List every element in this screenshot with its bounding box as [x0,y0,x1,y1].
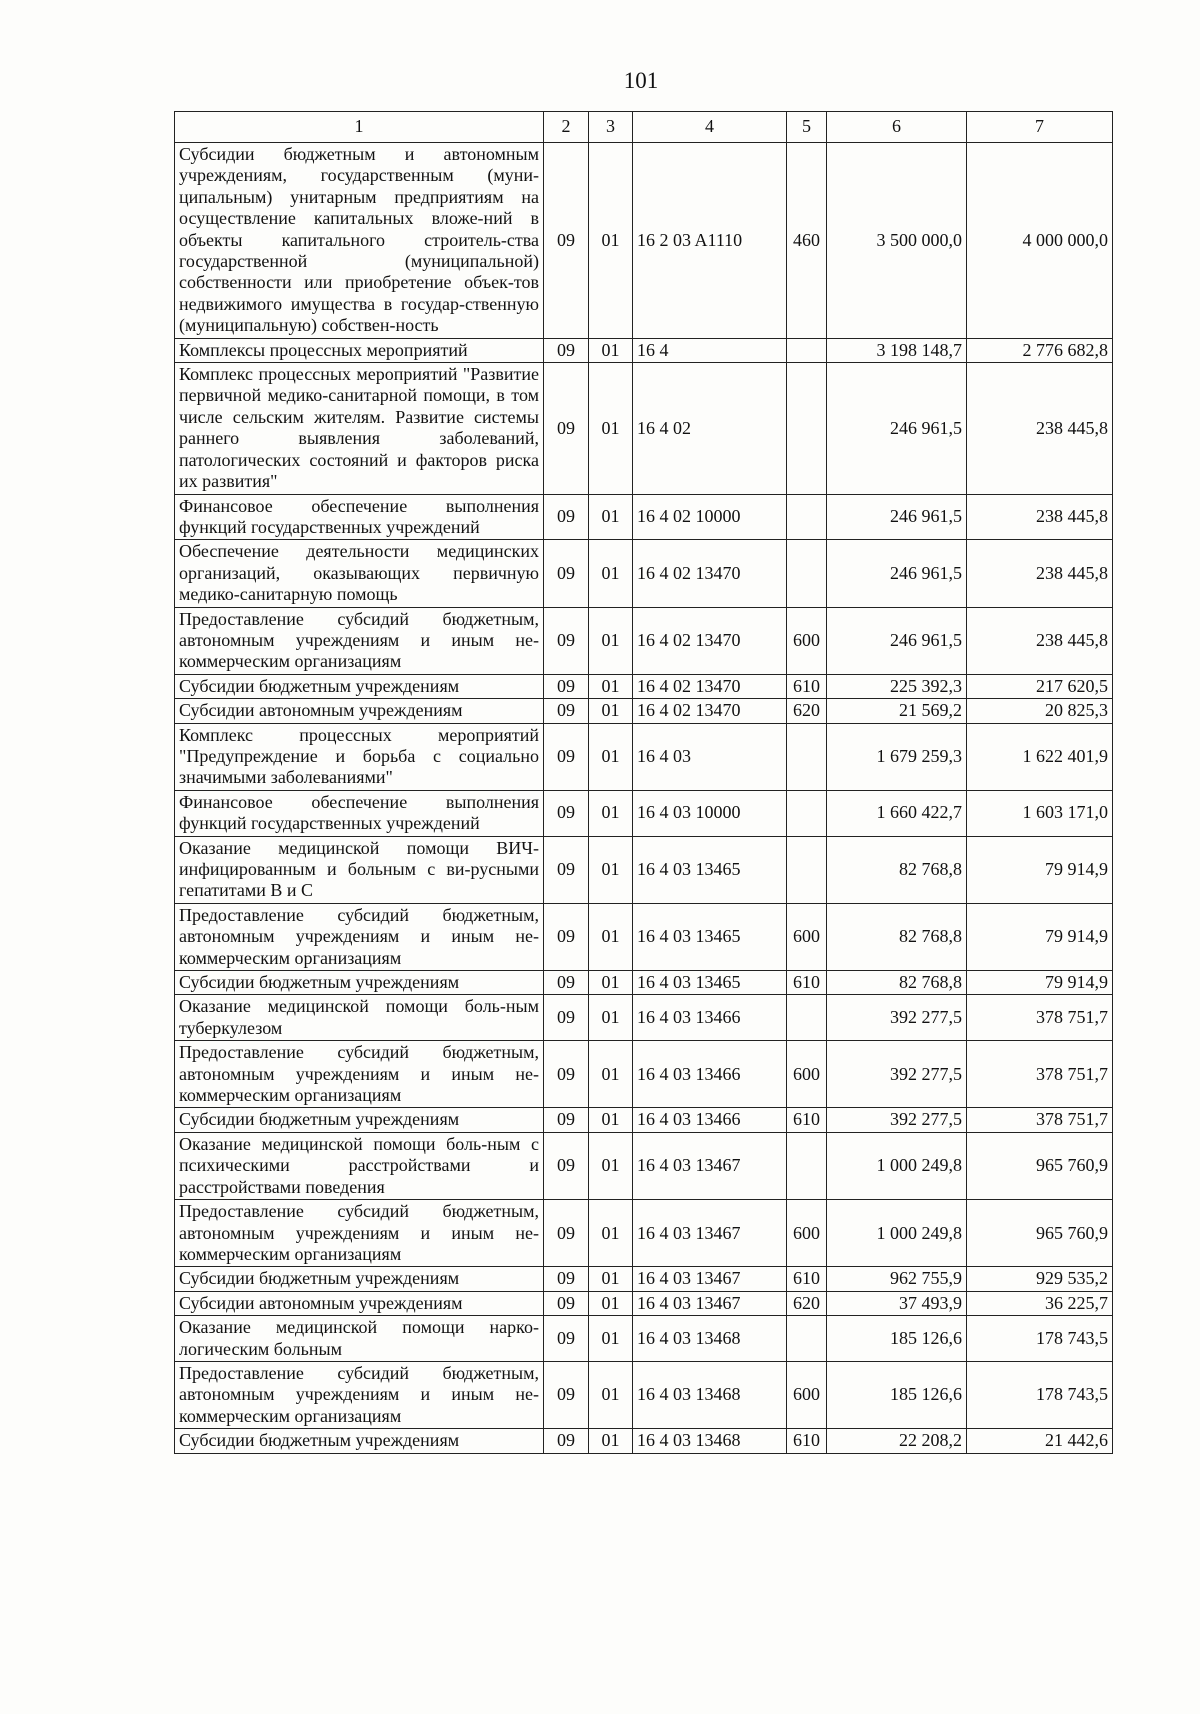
cell-amount-year1: 246 961,5 [827,607,967,674]
cell-section: 09 [544,1316,589,1362]
cell-subsection: 01 [589,903,633,970]
table-row [175,363,1113,494]
cell-section: 09 [544,494,589,540]
cell-amount-year2: 238 445,8 [967,494,1113,540]
cell-name: Комплекс процессных мероприятий "Развитие первичной медико-санитарной помощи, в том числе сельским жителям. Развитие системы раннего выявления заболеваний, патологических состояний и факторов риска их развития" [175,363,544,494]
cell-subsection: 01 [589,1316,633,1362]
cell-name: Оказание медицинской помощи ВИЧ-инфицированным и больным с ви-русными гепатитами В и С [175,836,544,903]
cell-expense-type [787,1316,827,1362]
cell-subsection: 01 [589,1429,633,1453]
cell-name: Субсидии бюджетным учреждениям [175,1267,544,1291]
table-row [175,338,1113,362]
cell-amount-year1: 82 768,8 [827,971,967,995]
cell-section: 09 [544,540,589,607]
table-row [175,1316,1113,1362]
cell-amount-year2: 2 776 682,8 [967,338,1113,362]
cell-amount-year1: 1 000 249,8 [827,1132,967,1199]
cell-name: Субсидии автономным учреждениям [175,1291,544,1315]
cell-amount-year2: 1 603 171,0 [967,790,1113,836]
header-row [175,112,1113,143]
cell-amount-year2: 20 825,3 [967,699,1113,723]
cell-name: Предоставление субсидий бюджетным, автономным учреждениям и иным не-коммерческим организациям [175,1361,544,1428]
cell-amount-year1: 37 493,9 [827,1291,967,1315]
table-row [175,1200,1113,1267]
cell-subsection: 01 [589,1267,633,1291]
cell-section: 09 [544,1267,589,1291]
column-header: 7 [967,112,1113,143]
cell-section: 09 [544,1429,589,1453]
cell-amount-year1: 21 569,2 [827,699,967,723]
cell-name: Субсидии бюджетным учреждениям [175,1108,544,1132]
cell-amount-year2: 79 914,9 [967,971,1113,995]
cell-amount-year1: 185 126,6 [827,1316,967,1362]
cell-expense-type: 600 [787,1041,827,1108]
cell-name: Оказание медицинской помощи боль-ным с психическими расстройствами и расстройствами поведения [175,1132,544,1199]
cell-amount-year2: 178 743,5 [967,1361,1113,1428]
cell-amount-year2: 4 000 000,0 [967,143,1113,339]
cell-target-code: 16 4 03 13468 [633,1361,787,1428]
table-row [175,1132,1113,1199]
cell-amount-year2: 79 914,9 [967,836,1113,903]
cell-name: Субсидии бюджетным учреждениям [175,674,544,698]
cell-target-code: 16 4 02 13470 [633,674,787,698]
cell-target-code: 16 4 03 13468 [633,1429,787,1453]
cell-subsection: 01 [589,1108,633,1132]
table-row [175,903,1113,970]
cell-name: Финансовое обеспечение выполнения функций государственных учреждений [175,790,544,836]
cell-name: Комплексы процессных мероприятий [175,338,544,362]
cell-target-code: 16 4 03 13465 [633,903,787,970]
cell-name: Предоставление субсидий бюджетным, автономным учреждениям и иным не-коммерческим организациям [175,1041,544,1108]
cell-amount-year1: 82 768,8 [827,836,967,903]
table-row [175,1041,1113,1108]
cell-subsection: 01 [589,607,633,674]
cell-amount-year2: 378 751,7 [967,995,1113,1041]
cell-expense-type: 600 [787,607,827,674]
cell-section: 09 [544,903,589,970]
table-row [175,836,1113,903]
table-row [175,699,1113,723]
table-row [175,494,1113,540]
cell-amount-year2: 238 445,8 [967,540,1113,607]
table-row [175,1429,1113,1453]
cell-expense-type: 610 [787,1267,827,1291]
table-row [175,674,1113,698]
cell-section: 09 [544,363,589,494]
cell-amount-year2: 79 914,9 [967,903,1113,970]
cell-amount-year2: 378 751,7 [967,1041,1113,1108]
cell-amount-year2: 238 445,8 [967,607,1113,674]
table-row [175,143,1113,339]
cell-target-code: 16 4 02 [633,363,787,494]
cell-target-code: 16 4 03 13467 [633,1291,787,1315]
cell-section: 09 [544,607,589,674]
cell-target-code: 16 4 03 13466 [633,1041,787,1108]
column-header: 4 [633,112,787,143]
cell-amount-year1: 962 755,9 [827,1267,967,1291]
cell-section: 09 [544,1200,589,1267]
cell-subsection: 01 [589,1200,633,1267]
cell-name: Предоставление субсидий бюджетным, автономным учреждениям и иным не-коммерческим организациям [175,1200,544,1267]
cell-expense-type: 610 [787,1429,827,1453]
cell-amount-year2: 929 535,2 [967,1267,1113,1291]
cell-name: Финансовое обеспечение выполнения функций государственных учреждений [175,494,544,540]
cell-amount-year1: 3 500 000,0 [827,143,967,339]
cell-subsection: 01 [589,723,633,790]
cell-expense-type [787,836,827,903]
cell-target-code: 16 4 03 13465 [633,971,787,995]
cell-amount-year1: 392 277,5 [827,1108,967,1132]
cell-amount-year2: 178 743,5 [967,1316,1113,1362]
page-number: 101 [623,68,659,93]
cell-name: Субсидии автономным учреждениям [175,699,544,723]
cell-name: Предоставление субсидий бюджетным, автономным учреждениям и иным не-коммерческим организациям [175,903,544,970]
cell-section: 09 [544,338,589,362]
cell-target-code: 16 4 02 13470 [633,540,787,607]
cell-amount-year2: 217 620,5 [967,674,1113,698]
cell-target-code: 16 4 03 13467 [633,1200,787,1267]
column-header: 6 [827,112,967,143]
cell-section: 09 [544,790,589,836]
cell-expense-type [787,790,827,836]
cell-target-code: 16 4 [633,338,787,362]
cell-amount-year2: 965 760,9 [967,1132,1113,1199]
cell-name: Обеспечение деятельности медицинских организаций, оказывающих первичную медико-санитарную помощь [175,540,544,607]
cell-amount-year1: 3 198 148,7 [827,338,967,362]
cell-subsection: 01 [589,971,633,995]
table-row [175,790,1113,836]
cell-section: 09 [544,1108,589,1132]
table-row [175,1108,1113,1132]
cell-target-code: 16 4 03 [633,723,787,790]
cell-expense-type: 600 [787,1200,827,1267]
cell-target-code: 16 4 02 13470 [633,607,787,674]
cell-target-code: 16 4 03 13465 [633,836,787,903]
table-row [175,607,1113,674]
column-header: 1 [175,112,544,143]
cell-section: 09 [544,143,589,339]
column-header: 5 [787,112,827,143]
budget-table [174,111,1113,1454]
cell-subsection: 01 [589,363,633,494]
cell-subsection: 01 [589,1041,633,1108]
column-header: 3 [589,112,633,143]
cell-target-code: 16 4 02 13470 [633,699,787,723]
cell-expense-type [787,494,827,540]
cell-subsection: 01 [589,1132,633,1199]
cell-target-code: 16 2 03 A1110 [633,143,787,339]
cell-name: Предоставление субсидий бюджетным, автономным учреждениям и иным не-коммерческим организациям [175,607,544,674]
cell-expense-type [787,363,827,494]
cell-amount-year1: 1 679 259,3 [827,723,967,790]
cell-target-code: 16 4 03 13468 [633,1316,787,1362]
cell-amount-year1: 82 768,8 [827,903,967,970]
cell-subsection: 01 [589,836,633,903]
cell-target-code: 16 4 02 10000 [633,494,787,540]
cell-target-code: 16 4 03 13466 [633,1108,787,1132]
cell-subsection: 01 [589,494,633,540]
cell-target-code: 16 4 03 13466 [633,995,787,1041]
cell-section: 09 [544,1041,589,1108]
table-row [175,1291,1113,1315]
cell-amount-year1: 246 961,5 [827,540,967,607]
cell-amount-year2: 238 445,8 [967,363,1113,494]
cell-amount-year1: 1 000 249,8 [827,1200,967,1267]
cell-name: Комплекс процессных мероприятий "Предупреждение и борьба с социально значимыми заболеваниями" [175,723,544,790]
cell-subsection: 01 [589,540,633,607]
cell-expense-type: 600 [787,1361,827,1428]
cell-name: Оказание медицинской помощи боль-ным туберкулезом [175,995,544,1041]
cell-amount-year1: 225 392,3 [827,674,967,698]
cell-amount-year2: 965 760,9 [967,1200,1113,1267]
cell-amount-year1: 392 277,5 [827,1041,967,1108]
cell-expense-type: 600 [787,903,827,970]
table-row [175,995,1113,1041]
column-header: 2 [544,112,589,143]
cell-section: 09 [544,1132,589,1199]
table-row [175,1267,1113,1291]
cell-subsection: 01 [589,790,633,836]
cell-section: 09 [544,1291,589,1315]
cell-amount-year1: 1 660 422,7 [827,790,967,836]
cell-amount-year1: 392 277,5 [827,995,967,1041]
table-row [175,540,1113,607]
cell-subsection: 01 [589,143,633,339]
cell-section: 09 [544,836,589,903]
cell-subsection: 01 [589,699,633,723]
cell-subsection: 01 [589,1291,633,1315]
cell-subsection: 01 [589,338,633,362]
cell-section: 09 [544,995,589,1041]
cell-name: Субсидии бюджетным учреждениям [175,1429,544,1453]
cell-expense-type: 610 [787,971,827,995]
cell-subsection: 01 [589,1361,633,1428]
cell-amount-year1: 185 126,6 [827,1361,967,1428]
cell-amount-year2: 36 225,7 [967,1291,1113,1315]
cell-section: 09 [544,699,589,723]
cell-section: 09 [544,674,589,698]
cell-section: 09 [544,723,589,790]
cell-name: Оказание медицинской помощи нарко-логическим больным [175,1316,544,1362]
cell-subsection: 01 [589,674,633,698]
cell-amount-year1: 246 961,5 [827,363,967,494]
cell-target-code: 16 4 03 13467 [633,1267,787,1291]
cell-section: 09 [544,971,589,995]
cell-expense-type [787,995,827,1041]
cell-expense-type [787,540,827,607]
cell-expense-type [787,338,827,362]
cell-target-code: 16 4 03 13467 [633,1132,787,1199]
cell-name: Субсидии бюджетным учреждениям [175,971,544,995]
table-row [175,723,1113,790]
cell-amount-year1: 246 961,5 [827,494,967,540]
table-row [175,1361,1113,1428]
cell-expense-type: 620 [787,1291,827,1315]
cell-amount-year2: 378 751,7 [967,1108,1113,1132]
cell-expense-type [787,723,827,790]
table-row [175,971,1113,995]
cell-expense-type: 610 [787,674,827,698]
cell-expense-type [787,1132,827,1199]
cell-amount-year2: 1 622 401,9 [967,723,1113,790]
cell-expense-type: 610 [787,1108,827,1132]
cell-target-code: 16 4 03 10000 [633,790,787,836]
cell-expense-type: 460 [787,143,827,339]
cell-expense-type: 620 [787,699,827,723]
cell-amount-year2: 21 442,6 [967,1429,1113,1453]
cell-name: Субсидии бюджетным и автономным учреждениям, государственным (муни-ципальным) унитарным предприятиям на осуществление капитальных вложе-ний в объекты капитального строитель-ства государственной (муниципальной) собственности или приобретение объек-тов недвижимого имущества в государ-ственную (муниципальную) собствен-ность [175,143,544,339]
cell-amount-year1: 22 208,2 [827,1429,967,1453]
cell-subsection: 01 [589,995,633,1041]
cell-section: 09 [544,1361,589,1428]
